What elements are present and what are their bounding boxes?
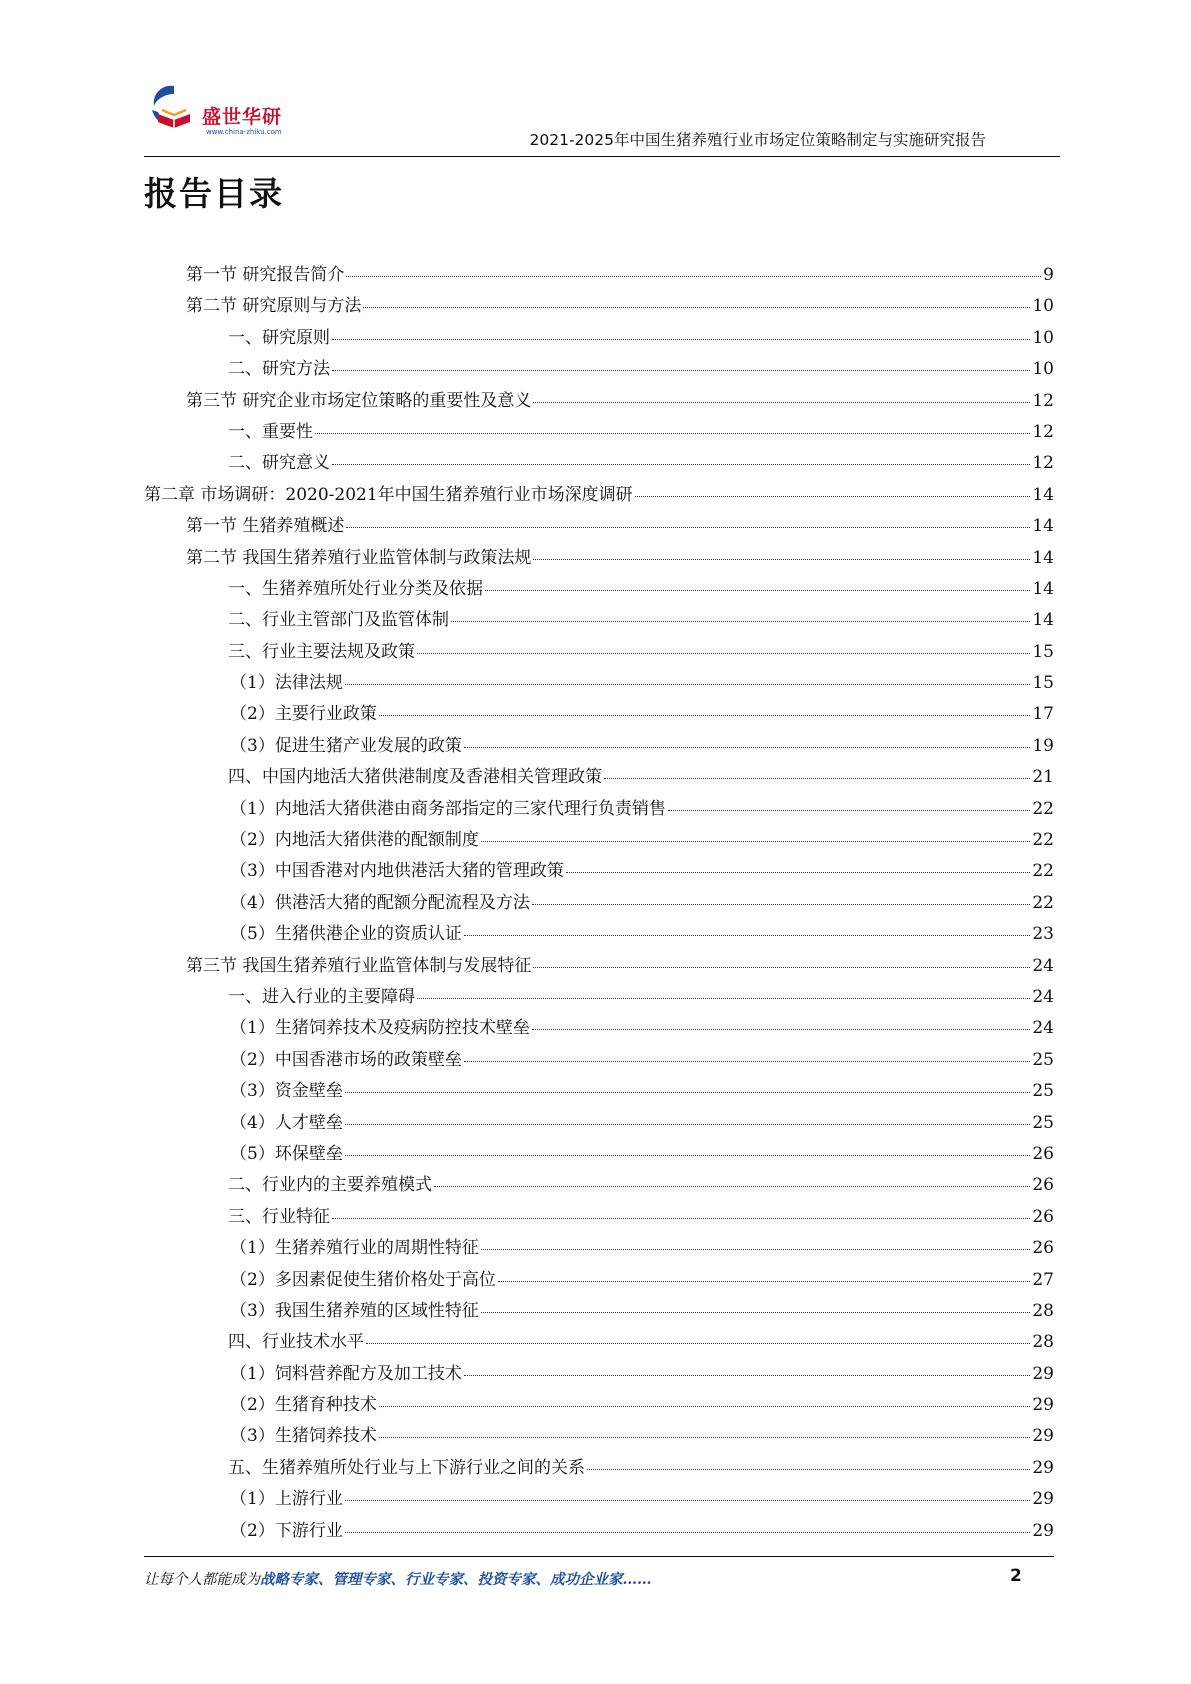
toc-entry[interactable] [144,417,1054,448]
toc-leader-dots [481,1249,1031,1250]
toc-entry-page: 19 [1032,735,1054,756]
toc-leader-dots [533,967,1030,968]
toc-entry-page: 24 [1032,1018,1054,1039]
toc-entry-page: 12 [1032,453,1054,474]
toc-entry-title: 第三节 我国生猪养殖行业监管体制与发展特征 [186,955,532,976]
toc-entry-page: 22 [1032,861,1054,882]
toc-leader-dots [434,1186,1030,1187]
toc-entry-page: 29 [1032,1457,1054,1478]
toc-leader-dots [332,370,1030,371]
toc-entry-page: 26 [1032,1143,1054,1164]
company-logo [144,80,314,148]
toc-entry-title: （1）法律法规 [230,673,343,694]
toc-leader-dots [464,935,1031,936]
toc-entry[interactable] [144,354,1054,385]
toc-entry[interactable] [144,480,1054,511]
toc-entry-title: 一、生猪养殖所处行业分类及依据 [228,578,483,599]
toc-leader-dots [332,464,1030,465]
toc-entry-title: 二、行业主管部门及监管体制 [228,610,449,631]
toc-entry[interactable] [144,794,1054,825]
toc-entry-title: 五、生猪养殖所处行业与上下游行业之间的关系 [228,1457,585,1478]
toc-leader-dots [345,1124,1031,1125]
toc-entry[interactable] [144,1453,1054,1484]
toc-entry-title: （1）内地活大猪供港由商务部指定的三家代理行负责销售 [230,798,666,819]
toc-entry-title: （1）生猪饲养技术及疫病防控技术壁垒 [230,1018,530,1039]
toc-entry-page: 10 [1032,327,1054,348]
toc-leader-dots [417,653,1030,654]
footer-divider [144,1556,1054,1557]
toc-entry-page: 15 [1032,641,1054,662]
toc-entry-page: 12 [1032,421,1054,442]
toc-entry[interactable] [144,919,1054,950]
toc-entry-title: 第一节 研究报告简介 [186,265,345,285]
toc-entry[interactable] [144,291,1054,322]
toc-entry-page: 10 [1032,296,1054,317]
toc-entry-title: 三、行业特征 [228,1206,330,1227]
toc-entry[interactable] [144,856,1054,887]
toc-entry-page: 10 [1032,359,1054,380]
toc-leader-dots [345,684,1031,685]
toc-entry-page: 29 [1032,1426,1054,1447]
toc-entry-title: （4）人才壁垒 [230,1112,343,1133]
toc-entry-page: 26 [1032,1175,1054,1196]
toc-entry-title: 第一节 生猪养殖概述 [186,516,345,537]
toc-entry-page: 26 [1032,1238,1054,1259]
toc-entry-title: 第二节 研究原则与方法 [186,296,362,317]
toc-entry[interactable] [144,605,1054,636]
toc-entry[interactable] [144,888,1054,919]
toc-entry-page: 22 [1032,892,1054,913]
toc-entry-title: （2）主要行业政策 [230,704,377,725]
toc-entry-page: 24 [1032,986,1054,1007]
toc-entry-title: （3）生猪饲养技术 [230,1426,377,1447]
toc-entry-page: 12 [1032,390,1054,411]
toc-leader-dots [366,1343,1030,1344]
page-number: 2 [1010,1566,1022,1586]
toc-leader-dots [332,339,1030,340]
toc-leader-dots [604,778,1030,779]
toc-entry-title: 一、进入行业的主要障碍 [228,986,415,1007]
toc-entry[interactable] [144,1296,1054,1327]
toc-leader-dots [464,747,1031,748]
toc-entry-page: 14 [1032,610,1054,631]
book-logo-icon [144,80,206,142]
toc-leader-dots [379,1437,1031,1438]
toc-leader-dots [379,715,1031,716]
toc-leader-dots [587,1469,1030,1470]
toc-entry-page: 29 [1032,1395,1054,1416]
toc-entry-title: 一、研究原则 [228,327,330,348]
toc-entry[interactable] [144,982,1054,1013]
toc-entry[interactable] [144,386,1054,417]
toc-leader-dots [533,559,1030,560]
toc-entry-page: 24 [1032,955,1054,976]
toc-entry[interactable] [144,1233,1054,1264]
toc-entry-title: （4）供港活大猪的配额分配流程及方法 [230,892,530,913]
toc-leader-dots [464,1061,1031,1062]
toc-entry-title: （3）促进生猪产业发展的政策 [230,735,462,756]
toc-entry-title: （2）内地活大猪供港的配额制度 [230,830,479,851]
toc-entry-page: 14 [1032,547,1054,568]
toc-leader-dots [346,276,1041,277]
toc-entry-page: 28 [1032,1332,1054,1353]
toc-entry-page: 14 [1032,516,1054,537]
page-header [144,80,1060,158]
toc-entry[interactable] [144,1045,1054,1076]
toc-entry[interactable] [144,1421,1054,1452]
logo-url: www.china-zhiku.com [206,128,282,136]
toc-entry[interactable] [144,951,1054,982]
toc-entry-title: （2）下游行业 [230,1520,343,1541]
toc-entry-title: （3）我国生猪养殖的区域性特征 [230,1300,479,1321]
toc-entry[interactable] [144,699,1054,730]
toc-entry-title: 四、中国内地活大猪供港制度及香港相关管理政策 [228,767,602,788]
toc-entry[interactable] [144,511,1054,542]
toc-entry[interactable] [144,448,1054,479]
toc-entry-page: 25 [1032,1081,1054,1102]
toc-entry-page: 21 [1032,767,1054,788]
toc-entry[interactable] [144,1390,1054,1421]
toc-entry-title: 二、研究方法 [228,359,330,380]
toc-entry-title: 三、行业主要法规及政策 [228,641,415,662]
toc-entry-title: 四、行业技术水平 [228,1332,364,1353]
toc-entry[interactable] [144,1327,1054,1358]
header-divider [144,156,1060,157]
toc-entry[interactable] [144,1170,1054,1201]
toc-leader-dots [345,1092,1031,1093]
toc-entry-title: 第二章 市场调研：2020-2021年中国生猪养殖行业市场深度调研 [144,484,633,505]
toc-entry-title: （1）上游行业 [230,1489,343,1510]
toc-leader-dots [532,904,1031,905]
toc-entry-title: 一、重要性 [228,421,313,442]
toc-entry[interactable] [144,1013,1054,1044]
toc-entry[interactable] [144,1108,1054,1139]
toc-leader-dots [485,590,1030,591]
toc-leader-dots [532,1029,1031,1030]
toc-entry-page: 25 [1032,1049,1054,1070]
toc-entry-page: 22 [1032,798,1054,819]
toc-entry[interactable] [144,1076,1054,1107]
toc-leader-dots [345,1532,1031,1533]
toc-entry-page: 29 [1032,1520,1054,1541]
toc-leader-dots [498,1281,1031,1282]
toc-leader-dots [379,1406,1031,1407]
toc-entry-page: 23 [1032,924,1054,945]
page-title: 报告目录 [144,174,284,213]
toc-entry-title: （3）资金壁垒 [230,1081,343,1102]
toc-entry[interactable] [144,1265,1054,1296]
toc-leader-dots [464,1375,1031,1376]
table-of-contents [144,260,1054,1547]
toc-leader-dots [345,1500,1031,1501]
toc-leader-dots [417,998,1030,999]
toc-entry-title: （2）多因素促使生猪价格处于高位 [230,1269,496,1290]
toc-entry-page: 15 [1032,673,1054,694]
toc-entry[interactable] [144,574,1054,605]
toc-entry[interactable] [144,1139,1054,1170]
toc-leader-dots [635,496,1031,497]
toc-entry-title: 二、行业内的主要养殖模式 [228,1175,432,1196]
report-title: 2021-2025年中国生猪养殖行业市场定位策略制定与实施研究报告 [529,131,986,149]
toc-entry-page: 28 [1032,1300,1054,1321]
toc-entry[interactable] [144,260,1054,291]
toc-entry-page: 14 [1032,484,1054,505]
toc-entry-title: （1）饲料营养配方及加工技术 [230,1363,462,1384]
toc-entry-page: 27 [1032,1269,1054,1290]
toc-entry-page: 14 [1032,578,1054,599]
toc-entry-page: 25 [1032,1112,1054,1133]
toc-entry-title: （5）生猪供港企业的资质认证 [230,924,462,945]
toc-entry-title: 二、研究意义 [228,453,330,474]
toc-entry[interactable] [144,1516,1054,1547]
toc-leader-dots [533,402,1030,403]
toc-leader-dots [481,841,1031,842]
toc-entry-title: （1）生猪养殖行业的周期性特征 [230,1238,479,1259]
toc-leader-dots [668,810,1031,811]
toc-entry-title: （3）中国香港对内地供港活大猪的管理政策 [230,861,564,882]
toc-entry[interactable] [144,668,1054,699]
toc-leader-dots [346,527,1030,528]
toc-leader-dots [345,1155,1031,1156]
toc-entry-page: 22 [1032,830,1054,851]
toc-entry-page: 29 [1032,1363,1054,1384]
toc-entry[interactable] [144,323,1054,354]
toc-entry[interactable] [144,637,1054,668]
toc-entry[interactable] [144,1484,1054,1515]
toc-entry-title: 第三节 研究企业市场定位策略的重要性及意义 [186,390,532,411]
toc-leader-dots [451,621,1030,622]
logo-name: 盛世华研 [202,106,283,128]
toc-entry[interactable] [144,731,1054,762]
footer-slogan-accent: 战略专家、管理专家、行业专家、投资专家、成功企业家…… [260,1571,652,1588]
toc-entry[interactable] [144,1359,1054,1390]
toc-entry[interactable] [144,1202,1054,1233]
toc-entry-page: 26 [1032,1206,1054,1227]
toc-entry-title: （5）环保壁垒 [230,1143,343,1164]
toc-entry[interactable] [144,825,1054,856]
toc-entry-title: （2）中国香港市场的政策壁垒 [230,1049,462,1070]
footer-slogan [144,1568,652,1589]
toc-leader-dots [363,307,1030,308]
toc-leader-dots [566,872,1031,873]
toc-leader-dots [481,1312,1031,1313]
toc-entry-page: 29 [1032,1489,1054,1510]
toc-leader-dots [315,433,1030,434]
toc-entry-page: 17 [1032,704,1054,725]
toc-entry[interactable] [144,762,1054,793]
toc-entry-title: 第二节 我国生猪养殖行业监管体制与政策法规 [186,547,532,568]
toc-entry-title: （2）生猪育种技术 [230,1395,377,1416]
toc-entry-page: 9 [1043,265,1054,285]
toc-leader-dots [332,1218,1030,1219]
footer-slogan-lead: 让每个人都能成为 [144,1572,260,1588]
toc-entry[interactable] [144,543,1054,574]
